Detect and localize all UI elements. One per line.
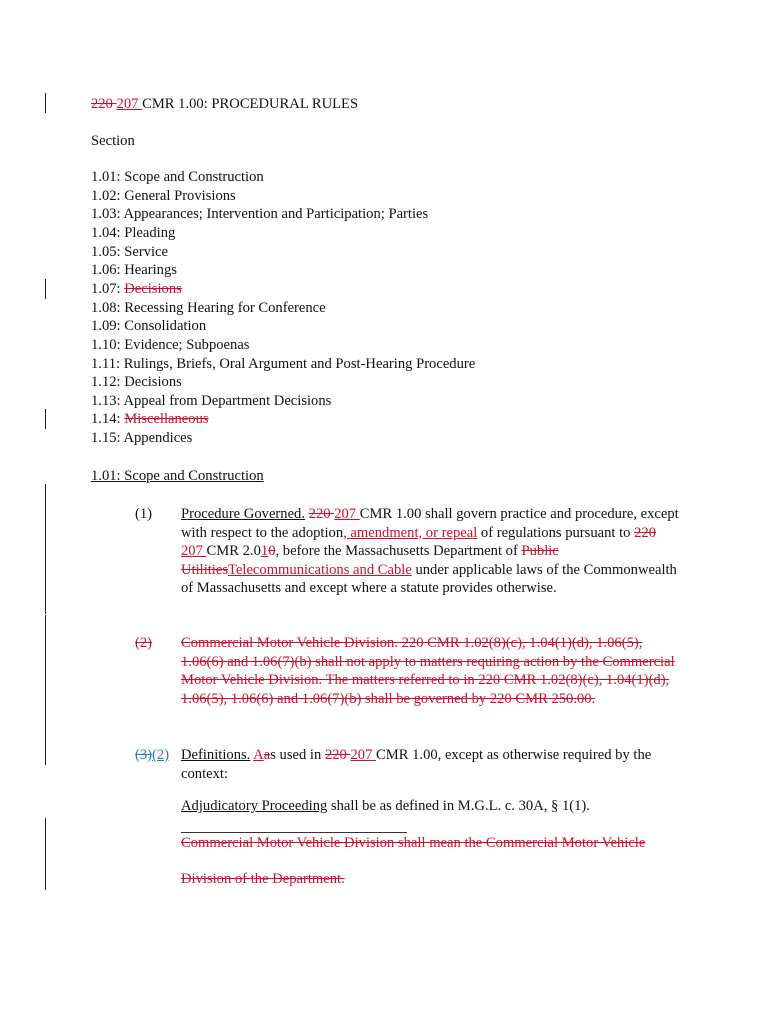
toc-item: [91, 373, 182, 391]
toc-item-number: 1.03:: [91, 206, 124, 223]
toc-item: [91, 261, 177, 279]
paragraph-title: Definitions.: [181, 747, 251, 763]
inserted-text: 207: [181, 543, 207, 560]
deleted-text: 220: [634, 524, 656, 541]
paragraph-number: [135, 746, 169, 764]
deleted-text: 220: [324, 747, 351, 763]
toc-item: [91, 429, 192, 447]
toc-item: [91, 280, 182, 298]
toc-item-label: Appeal from Department Decisions: [123, 392, 332, 409]
toc-item: [91, 336, 249, 354]
toc-item-number: 1.07:: [91, 280, 125, 297]
toc-item-number: 1.11:: [91, 355, 124, 372]
deleted-text: a: [263, 747, 271, 763]
toc-item-label: Service: [124, 243, 169, 260]
toc-item-number: 1.05:: [91, 243, 125, 260]
defined-term: Adjudicatory Proceeding: [181, 798, 328, 814]
toc-item: [91, 243, 168, 261]
toc-item-number: 1.09:: [91, 318, 125, 335]
toc-item: [91, 168, 264, 186]
toc-item-number: 1.10:: [91, 336, 125, 353]
toc-item: [91, 410, 209, 428]
deleted-number: 220: [91, 96, 117, 112]
toc-item-number: 1.01:: [91, 169, 125, 185]
section-heading: 1.01: Scope and Construction: [91, 468, 264, 484]
toc-item-label: Appearances; Intervention and Participation; Parties: [123, 206, 429, 223]
toc-item-label: Recessing Hearing for Conference: [124, 299, 326, 316]
change-bar: [45, 484, 46, 614]
toc-item-number: 1.15:: [91, 430, 124, 447]
toc-item-label: Consolidation: [124, 318, 207, 335]
inserted-text: 1: [260, 543, 269, 560]
toc-item-label: Appendices: [123, 430, 193, 447]
toc-item-label: Decisions: [124, 374, 182, 391]
inserted-text: 207: [334, 506, 360, 522]
inserted-number: (2): [152, 747, 170, 763]
paragraph-definitions: Definitions. Aas used in 220 207 CMR 1.00, except as otherwise required by the context:: [181, 747, 652, 782]
toc-item-number: 1.12:: [91, 374, 125, 391]
paragraph-number: (2): [135, 635, 153, 651]
deleted-text: Public Utilities: [181, 543, 559, 578]
toc-item-label: Scope and Construction: [124, 169, 264, 185]
change-bar: [45, 279, 46, 299]
toc-item: [91, 299, 326, 317]
definition-commercial-motor-vehicle-division: Commercial Motor Vehicle Division shall mean the Commercial Motor Vehicle: [181, 835, 646, 851]
definition-adjudicatory-proceeding: Adjudicatory Proceeding shall be as defined in M.G.L. c. 30A, § 1(1).: [181, 798, 590, 814]
change-bar: [45, 615, 46, 765]
title-text: CMR 1.00: PROCEDURAL RULES: [142, 96, 359, 112]
term-underline-rule: [181, 832, 407, 833]
deleted-text: 0: [268, 543, 276, 560]
change-bar: [45, 818, 46, 890]
toc-item-label: Hearings: [124, 262, 177, 279]
inserted-text: A: [253, 747, 264, 763]
inserted-text: 207: [350, 747, 377, 763]
paragraph-commercial-motor-vehicle: Commercial Motor Vehicle Division. 220 CMR 1.02(8)(c), 1.04(1)(d), 1.06(5), 1.06(6) and 1.06(7)(b) shall not apply to matters requiring action by the Commercial Motor Vehicle Division. The matters referred to in 220 CMR 1.02(8)(c), 1.04(1)(d), 1.06(5), 1.06(6) and 1.06(7)(b) shall be governed by 220 CMR 250.00.: [181, 635, 675, 707]
toc-item-number: 1.14:: [91, 411, 125, 428]
paragraph-procedure-governed: Procedure Governed. 220 207 CMR 1.00 shall govern practice and procedure, except with respect to the adoption, amendment, or repeal of regulations pursuant to 220 207 CMR 2.010, before the Massachusetts Department of Public UtilitiesTelecommunications and Cable under applicable laws of the Commonwealth of Massachusetts and except where a statute provides otherwise.: [181, 506, 679, 597]
toc-item: [91, 392, 331, 410]
toc-item-label: Evidence; Subpoenas: [124, 336, 250, 353]
toc-item-number: 1.02:: [91, 187, 125, 204]
deleted-text: 220: [308, 506, 335, 522]
document-title: [91, 95, 358, 113]
toc-item: [91, 317, 206, 335]
toc-item-number: 1.13:: [91, 392, 124, 409]
toc-item-label: Miscellaneous: [124, 411, 209, 428]
toc-item: [91, 224, 175, 242]
change-bar: [45, 93, 46, 113]
toc-item-number: 1.04:: [91, 224, 125, 241]
toc-item-label: General Provisions: [124, 187, 236, 204]
inserted-number: 207: [116, 96, 143, 112]
toc-item-label: Pleading: [124, 224, 176, 241]
toc-item-number: 1.08:: [91, 299, 125, 316]
change-bar: [45, 409, 46, 429]
toc-item: [91, 205, 428, 223]
toc-item: [91, 187, 236, 205]
toc-item-label: Decisions: [124, 280, 182, 297]
definition-continuation: Division of the Department.: [181, 871, 345, 887]
toc-item-number: 1.06:: [91, 262, 125, 279]
deleted-number: (3): [135, 747, 153, 763]
inserted-text: , amendment, or repeal: [343, 524, 478, 541]
paragraph-title: Procedure Governed.: [181, 506, 305, 522]
inserted-text: Telecommunications and Cable: [228, 561, 412, 578]
paragraph-number: (1): [135, 506, 153, 522]
toc-item: [91, 355, 475, 373]
section-label: Section: [91, 133, 135, 149]
toc-item-label: Rulings, Briefs, Oral Argument and Post-Hearing Procedure: [123, 355, 476, 372]
